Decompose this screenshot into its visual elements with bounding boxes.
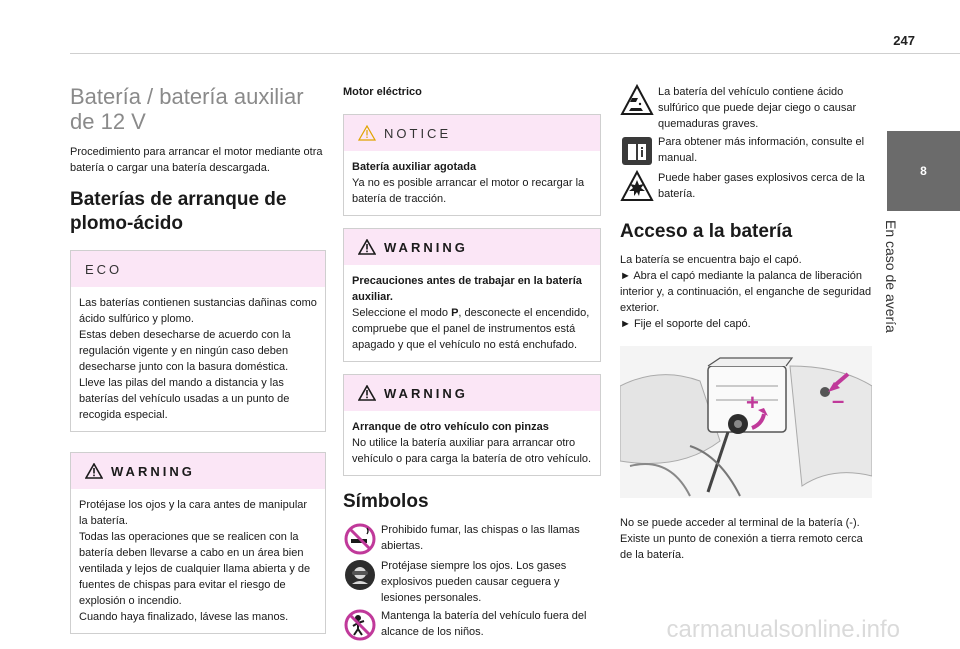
symbol-text: Mantenga la batería del vehículo fuera del alcance de los niños. — [381, 610, 587, 638]
warning-line: Protéjase los ojos y la cara antes de manipular la batería. — [79, 499, 308, 527]
warning-text — [352, 305, 592, 353]
notice-box-body — [344, 151, 600, 215]
chapter-title-container — [869, 220, 909, 350]
warning-label: WARNING — [384, 385, 468, 401]
eco-box-header — [71, 251, 325, 287]
symbol-row — [620, 170, 872, 204]
symbol-text: Prohibido fumar, las chispas o las llamas abiertas. — [381, 524, 580, 552]
warning-box-jump-start — [343, 374, 601, 476]
warning-triangle-icon — [85, 463, 103, 479]
warning-box — [70, 452, 326, 634]
warning-box-body — [344, 411, 600, 475]
symbol-text: Puede haber gases explosivos cerca de la batería. — [658, 172, 865, 200]
warning-label: WARNING — [111, 463, 195, 479]
intro-text: Procedimiento para arrancar el motor mediante otra batería o cargar una batería descargada. — [70, 146, 323, 174]
warning-label: WARNING — [384, 239, 468, 255]
watermark: carmanualsonline.info — [666, 616, 900, 643]
warning-box-header — [71, 453, 325, 489]
subheading-electric-motor: Motor eléctrico — [343, 86, 422, 98]
page-title: Batería / batería auxiliar de 12 V — [70, 84, 304, 134]
keep-away-children-icon — [343, 608, 377, 642]
symbol-text: Protéjase siempre los ojos. Los gases explosivos pueden causar ceguera y lesiones personales. — [381, 560, 567, 604]
warning-text-before: Seleccione el modo — [352, 307, 452, 319]
symbol-row — [343, 558, 601, 606]
section-heading-lead-acid: Baterías de arranque de plomo-ácido — [70, 189, 287, 234]
chapter-number: 8 — [920, 164, 927, 178]
section-heading-battery-access: Acceso a la batería — [620, 221, 793, 242]
warning-box-header — [344, 229, 600, 265]
warning-triangle-icon — [358, 239, 376, 255]
warning-text: No utilice la batería auxiliar para arrancar otro vehículo o para carga la batería de otro vehículo. — [352, 437, 592, 465]
no-smoking-icon — [343, 522, 377, 556]
eco-box-body — [71, 287, 325, 431]
warning-box-body — [344, 265, 600, 361]
symbols-heading: Símbolos — [343, 491, 429, 512]
battery-location-figure — [620, 346, 872, 498]
read-manual-icon — [620, 134, 654, 168]
access-line: ► Abra el capó mediante la palanca de liberación interior y, a continuación, el enganche de seguridad exterior. — [620, 270, 872, 314]
access-line: La batería se encuentra bajo el capó. — [620, 254, 802, 266]
column-1 — [70, 80, 326, 646]
symbol-row — [343, 522, 601, 556]
warning-line: Todas las operaciones que se realicen con la batería deben llevarse a cabo en un área bien ventilada y lejos de cualquier llama abierta y de fuentes de chispas para evitar el riesgo de explosión o incendio. — [79, 531, 311, 607]
eco-line: Lleve las pilas del mando a distancia y las baterías del vehículo usadas a un punto de recogida especial. — [79, 377, 290, 421]
symbol-text: Para obtener más información, consulte el manual. — [658, 136, 865, 164]
warning-title: Arranque de otro vehículo con pinzas — [352, 421, 549, 433]
chapter-tab[interactable] — [887, 131, 960, 211]
access-line: ► Fije el soporte del capó. — [620, 318, 751, 330]
notice-text: Ya no es posible arrancar el motor o recargar la batería de tracción. — [352, 177, 585, 205]
chapter-title: En caso de avería — [883, 220, 899, 333]
warning-box-precautions — [343, 228, 601, 362]
symbol-text: La batería del vehículo contiene ácido sulfúrico que puede dejar ciego o causar quemaduras graves. — [658, 86, 857, 130]
eco-line: Las baterías contienen sustancias dañinas como ácido sulfúrico y plomo. — [79, 297, 317, 325]
after-figure-text: No se puede acceder al terminal de la batería (-). Existe un punto de conexión a tierra remoto cerca de la batería. — [620, 517, 863, 561]
warning-box-body — [71, 489, 325, 633]
explosive-gas-icon — [620, 170, 654, 204]
notice-label: NOTICE — [384, 125, 452, 141]
acid-warning-icon — [620, 84, 654, 118]
page-number: 247 — [893, 33, 915, 48]
mode-p: P — [451, 307, 459, 319]
warning-triangle-icon — [358, 385, 376, 401]
plus-terminal-label: + — [746, 390, 759, 415]
symbol-row — [620, 134, 872, 168]
eye-protection-icon — [343, 558, 377, 592]
minus-terminal-label: – — [832, 388, 845, 413]
warning-line: Cuando haya finalizado, lávese las manos. — [79, 611, 289, 623]
notice-triangle-icon — [358, 125, 376, 141]
column-2 — [343, 80, 601, 644]
symbol-row — [620, 84, 872, 132]
warning-title: Precauciones antes de trabajar en la batería auxiliar. — [352, 275, 582, 303]
column-3 — [620, 84, 872, 569]
header-rule — [70, 53, 960, 54]
eco-box — [70, 250, 326, 432]
notice-box — [343, 114, 601, 216]
notice-box-header — [344, 115, 600, 151]
eco-line: Estas deben desecharse de acuerdo con la regulación vigente y en ningún caso deben desecharse junto con la basura doméstica. — [79, 329, 291, 373]
warning-box-header — [344, 375, 600, 411]
warning-text-after: , desconecte el encendido, compruebe que el panel de instrumentos está apagado y que el vehículo no está enchufado. — [352, 307, 590, 351]
notice-title: Batería auxiliar agotada — [352, 161, 477, 173]
eco-label: ECO — [85, 261, 123, 277]
